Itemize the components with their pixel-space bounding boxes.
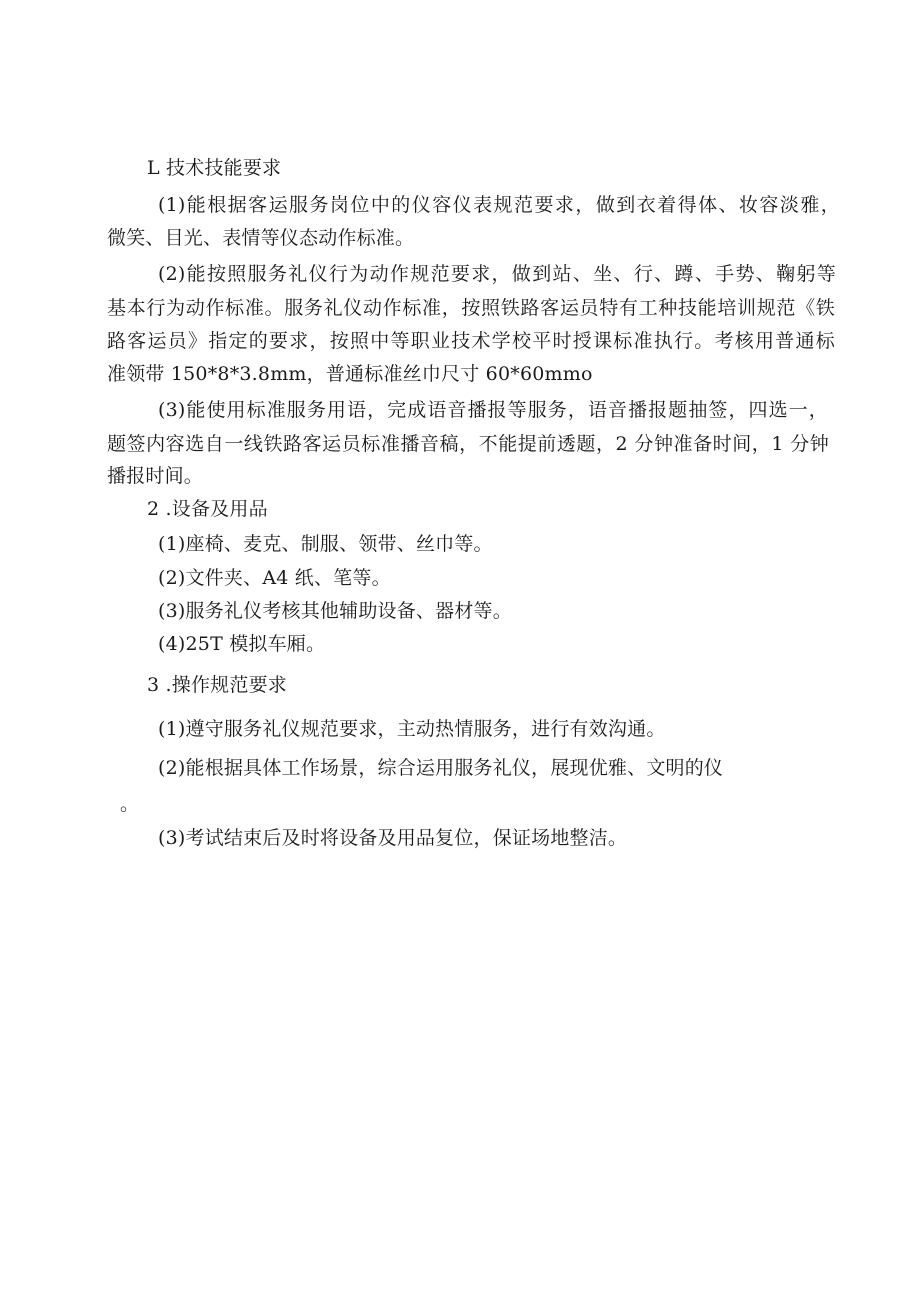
paragraph-line: 基本行为动作标准。服务礼仪动作标准，按照铁路客运员特有工种技能培训规范《铁 xyxy=(107,297,835,319)
paragraph-line: 。 xyxy=(120,793,140,815)
paragraph-line: 题签内容选自一线铁路客运员标准播音稿，不能提前透题，2 分钟准备时间，1 分钟 xyxy=(107,433,829,455)
paragraph-line: (1)能根据客运服务岗位中的仪容仪表规范要求，做到衣着得体、妆容淡雅， xyxy=(158,194,840,216)
paragraph-line: (2)能按照服务礼仪行为动作规范要求，做到站、坐、行、蹲、手势、鞠躬等 xyxy=(158,263,836,285)
paragraph-line: 准领带 150*8*3.8mm，普通标准丝巾尺寸 60*60mmo xyxy=(107,363,593,385)
list-item: (1)座椅、麦克、制服、领带、丝巾等。 xyxy=(158,533,493,555)
list-item: (2)能根据具体工作场景，综合运用服务礼仪，展现优雅、文明的仪 xyxy=(158,757,724,779)
section-heading-equipment: 2 .设备及用品 xyxy=(147,498,268,520)
list-item: (3)考试结束后及时将设备及用品复位，保证场地整洁。 xyxy=(158,827,628,849)
list-item: (2)文件夹、A4 纸、笔等。 xyxy=(158,567,391,589)
paragraph-line: 播报时间。 xyxy=(107,465,204,487)
paragraph-line: 路客运员》指定的要求，按照中等职业技术学校平时授课标准执行。考核用普通标 xyxy=(107,330,835,352)
paragraph-line: 微笑、目光、表情等仪态动作标准。 xyxy=(107,227,415,249)
list-item: (4)25T 模拟车厢。 xyxy=(158,633,326,655)
list-item: (1)遵守服务礼仪规范要求，主动热情服务，进行有效沟通。 xyxy=(158,718,666,740)
section-heading-skills: L 技术技能要求 xyxy=(147,157,282,179)
list-item: (3)服务礼仪考核其他辅助设备、器材等。 xyxy=(158,600,512,622)
section-heading-operation: 3 .操作规范要求 xyxy=(147,674,287,696)
paragraph-line: (3)能使用标准服务用语，完成语音播报等服务，语音播报题抽签，四选一， xyxy=(158,399,828,421)
